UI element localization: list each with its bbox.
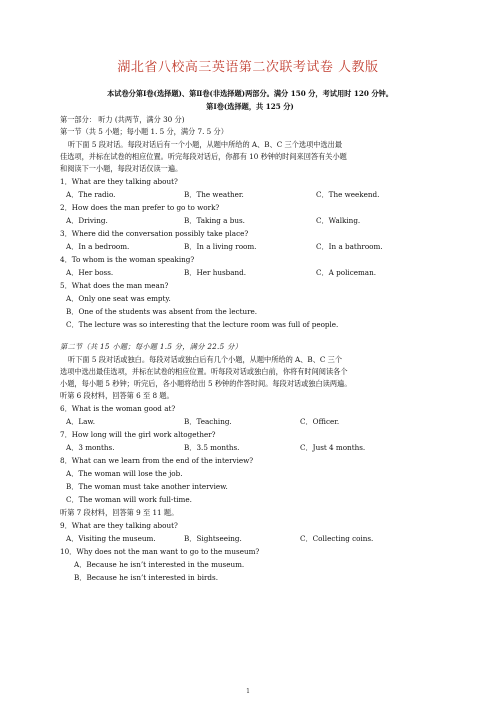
option-a: A．Because he isn’t interested in the museum. xyxy=(74,560,245,569)
option-c: C．Walking. xyxy=(316,216,361,225)
option-b: B．The weather. xyxy=(184,190,244,199)
option-b: B．Sightseeing. xyxy=(184,534,242,543)
option-b: B．Teaching. xyxy=(184,417,232,426)
option-a: A．In a bedroom. xyxy=(66,242,130,251)
section1-heading: 第一节（共 5 小题；每小题 1. 5 分，满分 7. 5 分） xyxy=(60,127,228,136)
option-a: A．Visiting the museum. xyxy=(66,534,156,543)
option-c: C．The woman will work full-time. xyxy=(66,495,192,504)
option-c: C．Just 4 months. xyxy=(300,443,366,452)
option-c: C．The weekend. xyxy=(316,190,380,199)
question-stem: 5．What does the man mean? xyxy=(60,281,169,290)
section1-instruction: 佳选项，并标在试卷的相应位置。听完每段对话后，你都有 10 秒钟的时间来回答有关小题 xyxy=(60,152,347,161)
question-stem: 8．What can we learn from the end of the interview? xyxy=(60,456,254,465)
material-note: 听第 7 段材料，回答第 9 至 11 题。 xyxy=(60,508,179,517)
option-a: A．Only one seat was empty. xyxy=(66,294,171,303)
option-c: C．Officer. xyxy=(300,417,340,426)
question-stem: 10．Why does not the man want to go to the museum? xyxy=(60,547,260,556)
section1-instruction: 听下面 5 段对话。每段对话后有一个小题，从题中所给的 A、B、C 三个选项中选出最 xyxy=(68,140,343,149)
option-b: B．Her husband. xyxy=(184,268,247,277)
question-stem: 9．What are they talking about? xyxy=(60,521,178,530)
question-stem: 3．Where did the conversation possibly take place? xyxy=(60,229,249,238)
question-stem: 7．How long will the girl work altogether? xyxy=(60,430,216,439)
option-b: B．Taking a bus. xyxy=(184,216,245,225)
option-c: C．Collecting coins. xyxy=(300,534,374,543)
option-b: B．One of the students was absent from the lecture. xyxy=(66,307,258,316)
option-b: B．3.5 months. xyxy=(184,443,240,452)
option-a: A．Driving. xyxy=(66,216,108,225)
question-stem: 1．What are they talking about? xyxy=(60,177,178,186)
question-stem: 4．To whom is the woman speaking? xyxy=(60,255,195,264)
option-a: A．Law. xyxy=(66,417,96,426)
section1-instruction: 和阅读下一小题，每段对话仅读一遍。 xyxy=(60,164,183,173)
section2-instruction: 听下面 5 段对话或独白。每段对话或独白后有几个小题，从题中所给的 A、B、C 三个 xyxy=(68,355,343,364)
question-stem: 6．What is the woman good at? xyxy=(60,404,176,413)
option-b: B．In a living room. xyxy=(184,242,257,251)
option-b: B．Because he isn’t interested in birds. xyxy=(74,573,219,582)
option-a: A．The radio. xyxy=(66,190,116,199)
exam-intro: 本试卷分第Ⅰ卷(选择题)、第Ⅱ卷(非选择题)两部分。满分 150 分，考试用时 120 分钟。 xyxy=(107,89,393,98)
question-stem: 2．How does the man prefer to go to work? xyxy=(60,203,220,212)
section2-instruction: 小题，每小题 5 秒钟；听完后，各小题将给出 5 秒钟的作答时间。每段对话或独白读两遍。 xyxy=(60,379,352,388)
option-b: B．The woman must take another interview. xyxy=(66,482,228,491)
option-c: C．In a bathroom. xyxy=(316,242,383,251)
option-c: C．The lecture was so interesting that the lecture room was full of people. xyxy=(66,320,339,329)
section2-heading: 第二节（共 15 小题；每小题 1.5 分，满分 22.5 分） xyxy=(60,342,243,351)
page-number: 1 xyxy=(246,688,250,695)
option-a: A．Her boss. xyxy=(66,268,114,277)
option-c: C．A policeman. xyxy=(316,268,376,277)
option-a: A．3 months. xyxy=(66,443,115,452)
option-a: A．The woman will lose the job. xyxy=(66,469,183,478)
section2-instruction: 听第 6 段材料，回答第 6 至 8 题。 xyxy=(60,391,174,400)
volume-heading: 第Ⅰ卷(选择题，共 125 分) xyxy=(206,102,294,111)
page-title: 湖北省八校高三英语第二次联考试卷 人教版 xyxy=(117,60,379,75)
part1-heading: 第一部分： 听力 (共两节，满分 30 分) xyxy=(60,115,185,124)
section2-instruction: 选项中选出最佳选项，并标在试卷的相应位置。听每段对话或独白前，你将有时间阅读各个 xyxy=(60,367,348,376)
